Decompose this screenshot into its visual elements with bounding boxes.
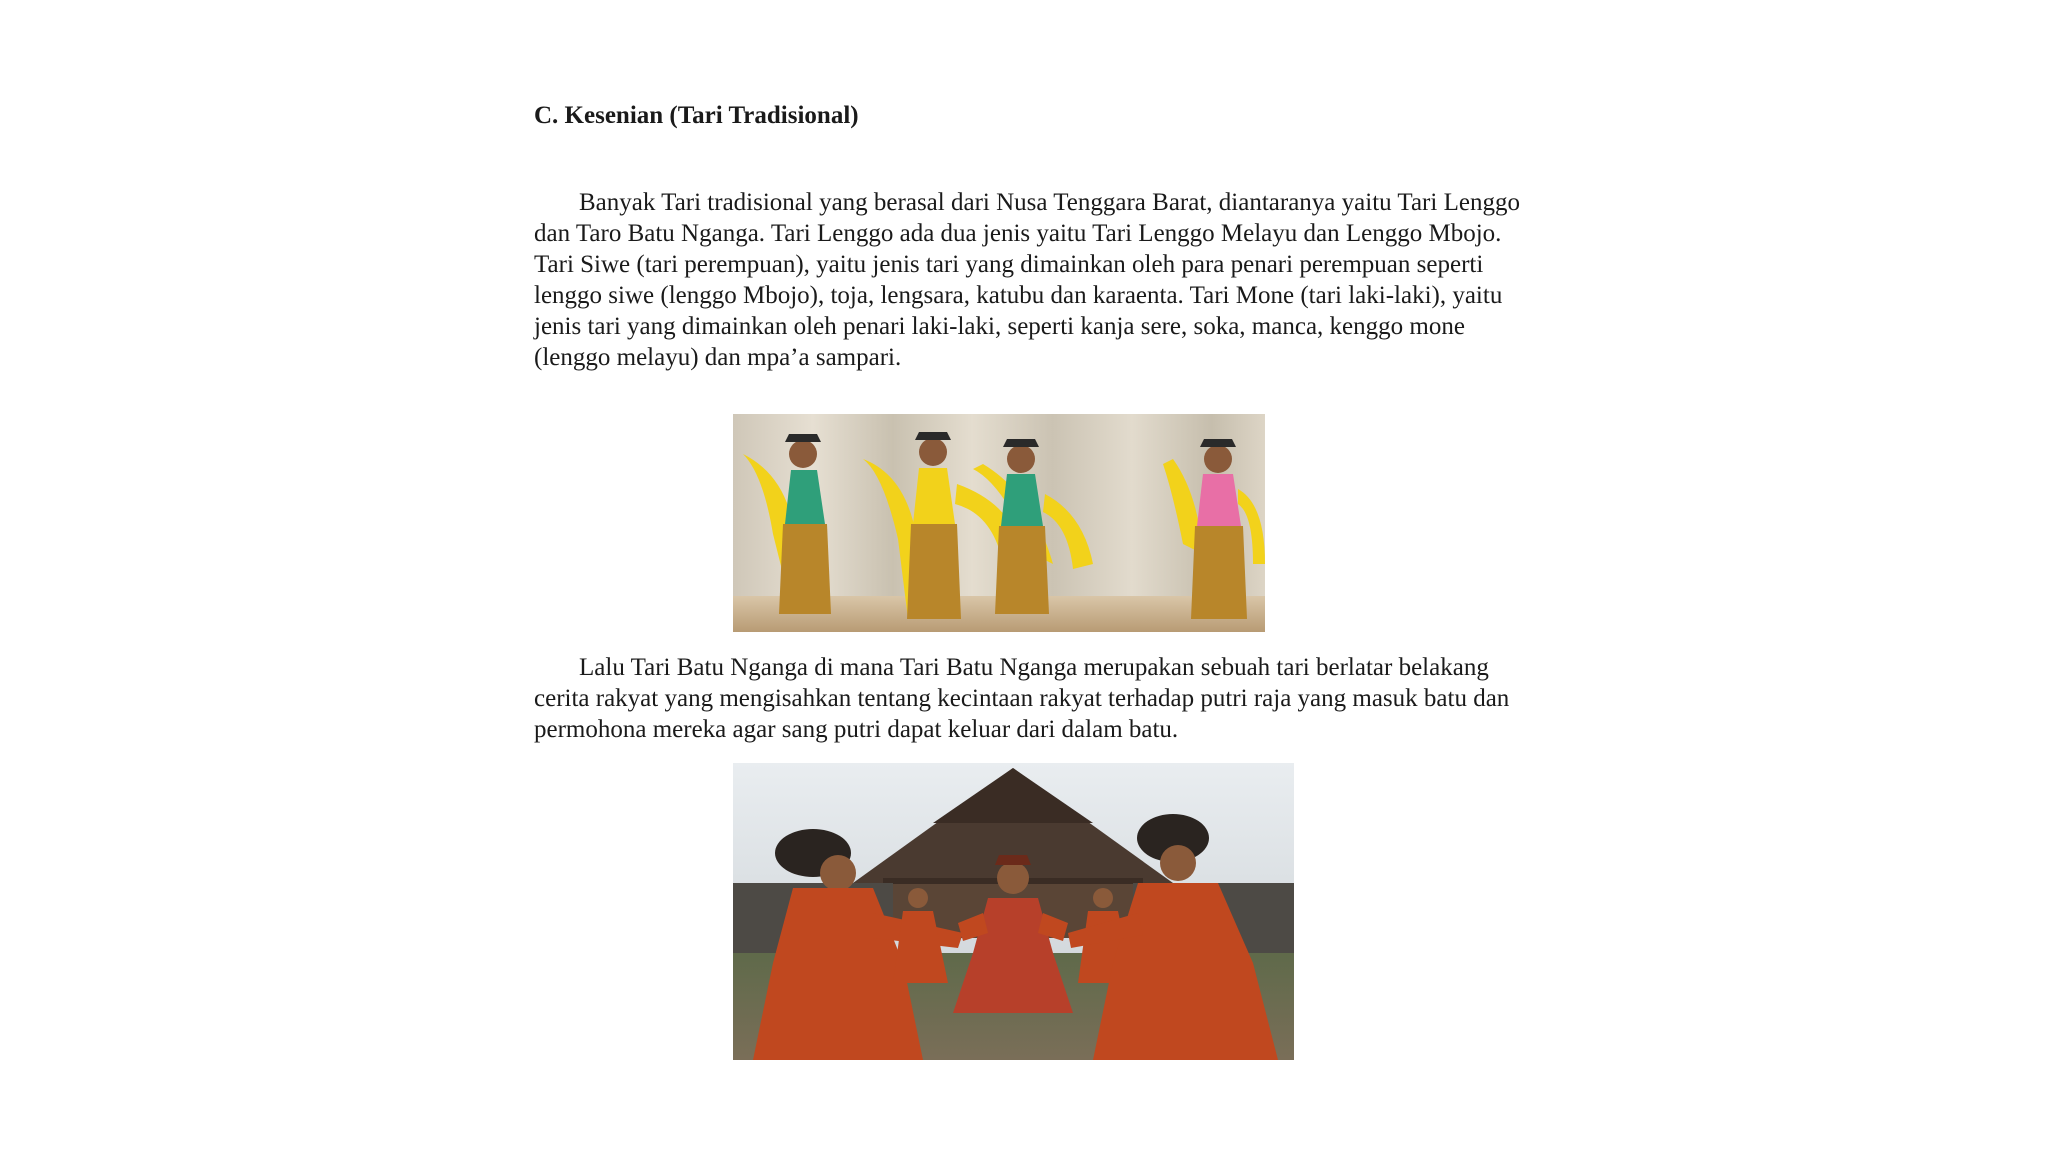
photo-tari-lenggo xyxy=(733,414,1265,632)
section-heading: C. Kesenian (Tari Tradisional) xyxy=(534,102,859,129)
paragraph-batu-nganga: Lalu Tari Batu Nganga di mana Tari Batu Nganga merupakan sebuah tari berlatar belakang cerita rakyat yang mengisahkan tentang kecintaan rakyat terhadap putri raja yang masuk batu dan permohona mereka agar sang putri dapat keluar dari dalam batu. xyxy=(534,654,1510,743)
photo-tari-batu-nganga xyxy=(733,763,1294,1060)
paragraph-lenggo: Banyak Tari tradisional yang berasal dari Nusa Tenggara Barat, diantaranya yaitu Tari Lenggo dan Taro Batu Nganga. Tari Lenggo ada dua jenis yaitu Tari Lenggo Melayu dan Lenggo Mbojo. Tari Siwe (tari perempuan), yaitu jenis tari yang dimainkan oleh para penari perempuan seperti lenggo siwe (lenggo Mbojo), toja, lengsara, katubu dan karaenta. Tari Mone (tari laki-laki), yaitu jenis tari yang dimainkan oleh penari laki-laki, seperti kanja sere, soka, manca, kenggo mone (lenggo melayu) dan mpa’a sampari. xyxy=(534,189,1520,371)
